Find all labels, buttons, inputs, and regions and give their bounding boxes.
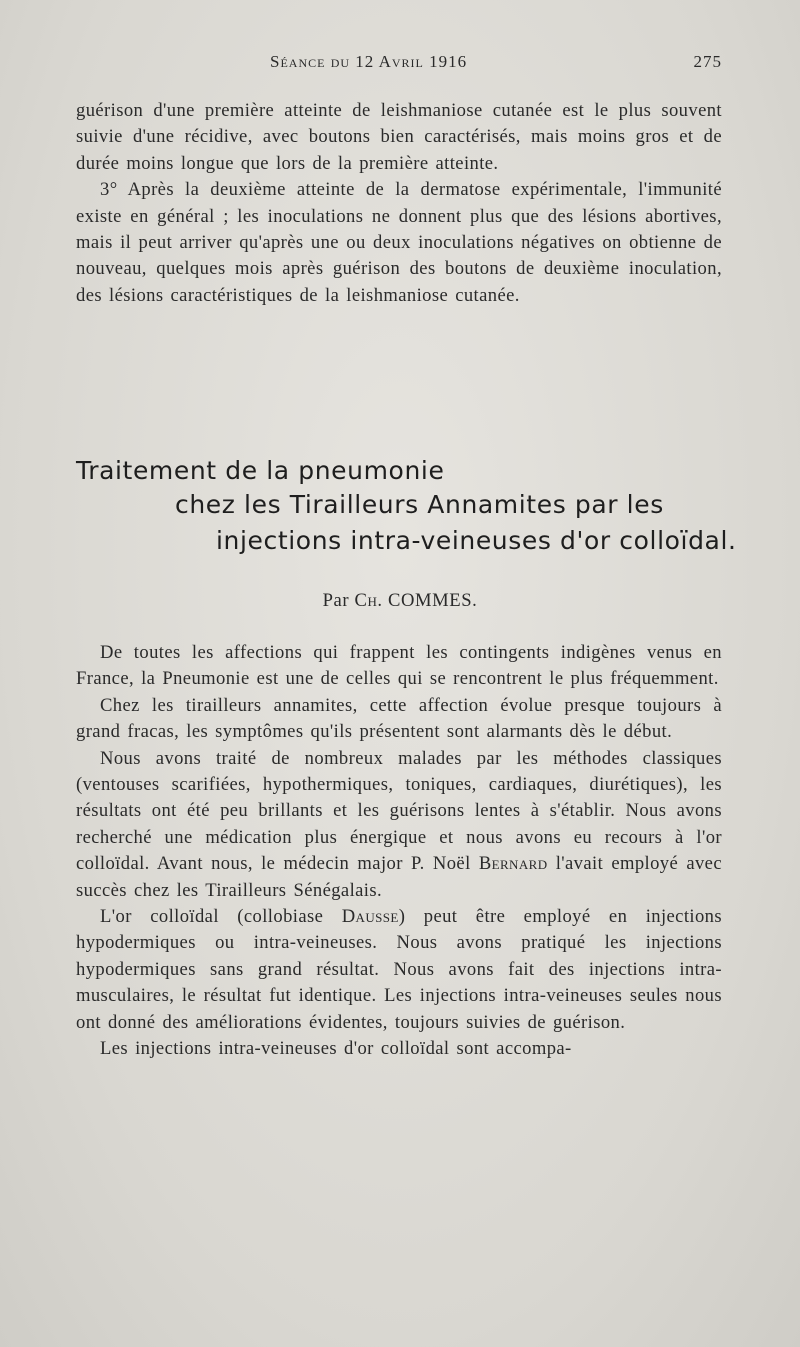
page-number: 275 (693, 52, 722, 71)
paragraph-text: L'or colloïdal (collobiase (100, 906, 324, 928)
paragraph-text: Nous avons traité de nombreux malades par les méthodes classiques (ventouses scarifiées, hypothermiques, toniques, cardiaques, diurétiques), les résultats ont été peu brillants et les guérisons lentes à s'établir. Nous avons recherché une médication plus énergique et nous avons eu recours à l'or colloïdal. Avant nous, le médecin major P. Noël (76, 747, 722, 875)
paragraph: Les injections intra-veineuses d'or colloïdal sont accompa- (100, 1038, 572, 1060)
paragraph: Chez les tirailleurs annamites, cette affection évolue presque toujours à grand fracas, les symptômes qu'ils présentent sont alarmants dès le début. (76, 694, 722, 743)
paragraph: 3° Après la deuxième atteinte de la dermatose expérimentale, l'immunité existe en général ; les inoculations ne donnent plus que des lésions abortives, mais il peut arriver qu'après une ou deux inoculations négatives on obtienne de nouveau, quelques mois après guérison des boutons de deuxième inoculation, des lésions caractéristiques de la leishmaniose cutanée. (76, 179, 722, 306)
paragraph: De toutes les affections qui frappent les contingents indigènes venus en France, la Pneumonie est une de celles qui se rencontrent le plus fréquemment. (76, 642, 722, 690)
article-title-line-1: Traitement de la pneumonie (76, 456, 445, 485)
author-name: COMMES. (387, 590, 478, 611)
author-initial: Ch. (354, 590, 383, 611)
paragraph (76, 904, 722, 1036)
article-body (76, 640, 722, 1063)
paragraph-text: l'avait employé avec succès chez les Tirailleurs Sénégalais. (76, 853, 722, 901)
previous-article-ending (76, 98, 722, 309)
running-header (270, 52, 722, 72)
paragraph-text: ) peut être employé en injections hypodermiques ou intra-veineuses. Nous avons pratiqué les injections hypodermiques sans grand résultat. Nous avons fait des injections intra-musculaires, le résultat fut identique. Les injections intra-veineuses seules nous ont donné des améliorations évidentes, toujours suivies de guérison. (76, 906, 722, 1033)
article-title-line-3: injections intra-veineuses d'or colloïdal. (216, 526, 737, 555)
paragraph: guérison d'une première atteinte de leishmaniose cutanée est le plus souvent suivie d'une récidive, avec boutons bien caractérisés, mais moins gros et de durée moins longue que lors de la première atteinte. (76, 100, 722, 174)
running-title: Séance du 12 Avril 1916 (270, 52, 468, 71)
brand-name: Dausse (341, 906, 399, 928)
author-byline (0, 590, 800, 612)
paragraph (76, 746, 722, 904)
byline-prefix: Par (322, 590, 350, 611)
article-title-line-2: chez les Tirailleurs Annamites par les (175, 490, 664, 519)
person-name: Bernard (478, 853, 548, 875)
